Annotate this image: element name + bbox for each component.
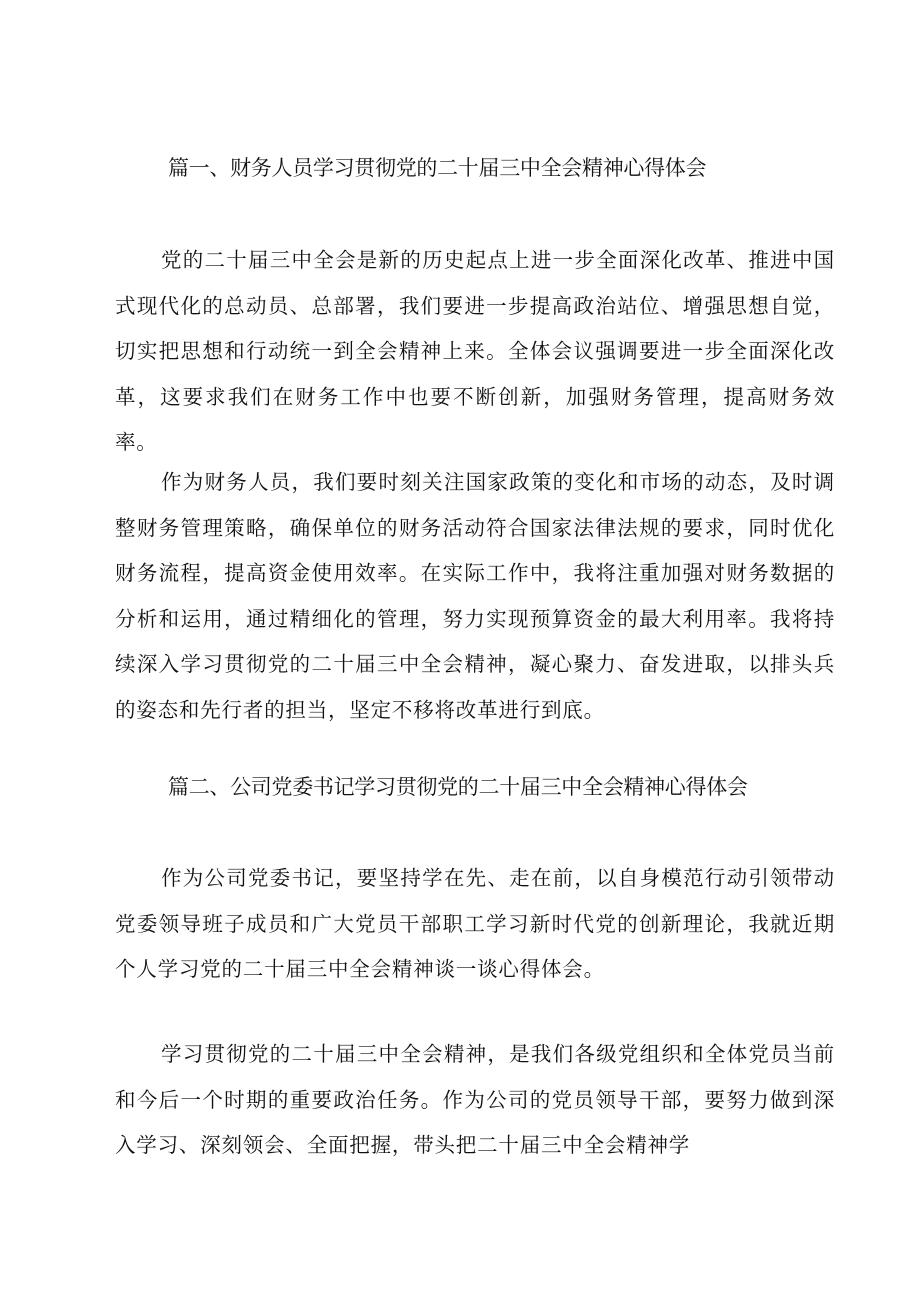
section-1-paragraph-1: 党的二十届三中全会是新的历史起点上进一步全面深化改革、推进中国式现代化的总动员、总部署，我们要进一步提高政治站位、增强思想自觉，切实把思想和行动统一到全会精神上来。全体会议强调要进一步全面深化改革，这要求我们在财务工作中也要不断创新，加强财务管理，提高财务效率。 (115, 248, 835, 454)
section-2-paragraph-2: 学习贯彻党的二十届三中全会精神，是我们各级党组织和全体党员当前和今后一个时期的重要政治任务。作为公司的党员领导干部，要努力做到深入学习、深刻领会、全面把握，带头把二十届三中全会精神学 (115, 1042, 835, 1157)
section-2-paragraph-1: 作为公司党委书记，要坚持学在先、走在前，以自身模范行动引领带动党委领导班子成员和广大党员干部职工学习新时代党的创新理论，我就近期个人学习党的二十届三中全会精神谈一谈心得体会。 (115, 866, 835, 981)
section-2-title: 篇二、公司党委书记学习贯彻党的二十届三中全会精神心得体会 (168, 775, 748, 799)
section-1-paragraph-2: 作为财务人员，我们要时刻关注国家政策的变化和市场的动态，及时调整财务管理策略，确保单位的财务活动符合国家法律法规的要求，同时优化财务流程，提高资金使用效率。在实际工作中，我将注重加强对财务数据的分析和运用，通过精细化的管理，努力实现预算资金的最大利用率。我将持续深入学习贯彻党的二十届三中全会精神，凝心聚力、奋发进取，以排头兵的姿态和先行者的担当，坚定不移将改革进行到底。 (115, 470, 835, 722)
section-1-title: 篇一、财务人员学习贯彻党的二十届三中全会精神心得体会 (168, 156, 707, 180)
